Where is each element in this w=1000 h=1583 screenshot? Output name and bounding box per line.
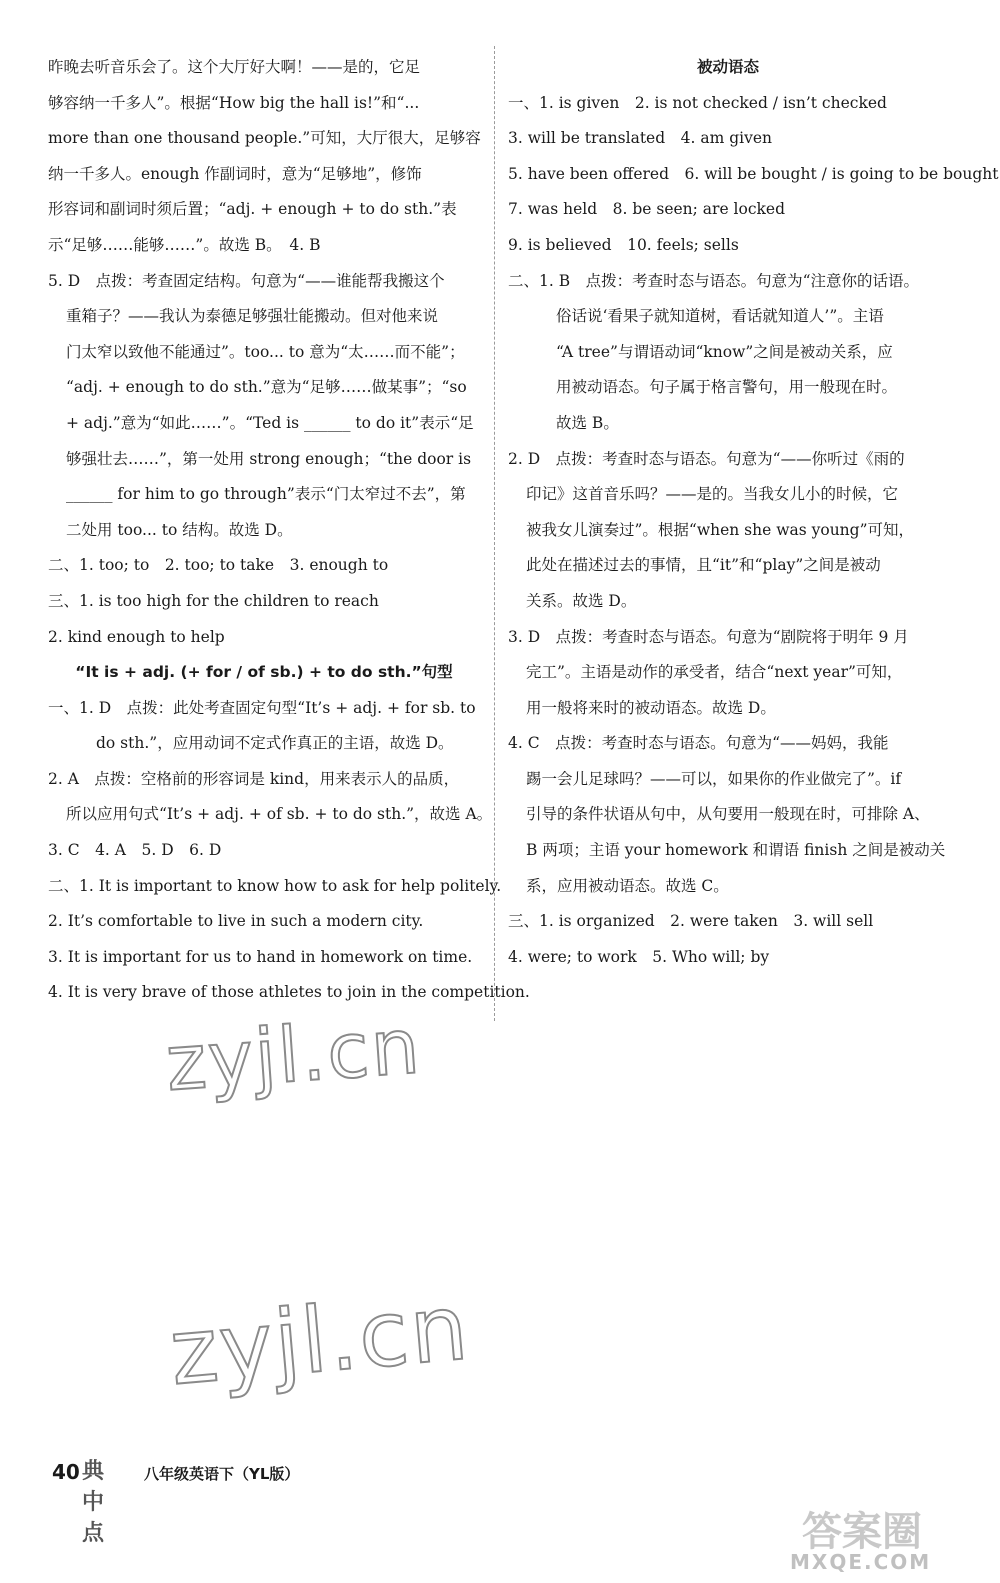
left-line-17: 2. kind enough to help xyxy=(48,627,225,646)
right-section-heading: 被动语态 xyxy=(696,58,759,76)
right-line-23: 系，应用被动语态。故选 C。 xyxy=(526,876,729,895)
left-line-8: 重箱子？——我认为泰德足够强壮能搬动。但对他来说 xyxy=(66,307,439,326)
right-line-13: 被我女儿演奏过”。根据“when she was young”可知， xyxy=(526,520,915,539)
right-line-20: 踢一会儿足球吗？——可以，如果你的作业做完了”。if xyxy=(526,769,902,788)
left-line-11: + adj.”意为“如此……”。“Ted is ______ to do it”表示“足 xyxy=(66,413,474,432)
left-line-19: do sth.”，应用动词不定式作真正的主语，故选 D。 xyxy=(96,734,454,753)
right-line-11: 2. D 点拨：考查时态与语态。句意为“——你听过《雨的 xyxy=(508,449,905,468)
right-line-3: 5. have been offered 6. will be bought / is going to be bought xyxy=(508,164,999,183)
left-line-13: ______ for him to go through”表示“门太窄过不去”，第 xyxy=(66,485,466,504)
left-line-25: 3. It is important for us to hand in homework on time. xyxy=(48,947,473,966)
left-line-9: 门太窄以致他不能通过”。too... to 意为“太……而不能”； xyxy=(66,342,465,361)
right-line-22: B 两项；主语 your homework 和谓语 finish 之间是被动关 xyxy=(526,841,946,860)
right-line-25: 4. were; to work 5. Who will; by xyxy=(508,947,770,966)
right-line-5: 9. is believed 10. feels; sells xyxy=(508,235,739,254)
book-title: 八年级英语下（YL版） xyxy=(144,1465,300,1483)
right-line-16: 3. D 点拨：考查时态与语态。句意为“剧院将于明年 9 月 xyxy=(508,627,909,646)
right-line-18: 用一般将来时的被动语态。故选 D。 xyxy=(526,698,776,717)
left-line-5: 形容词和副词时须后置；“adj. + enough + to do sth.”表 xyxy=(48,200,457,219)
column-divider xyxy=(494,46,495,1021)
right-line-4: 7. was held 8. be seen; are locked xyxy=(508,200,786,219)
brand-logo: 典中点 xyxy=(82,1459,103,1546)
right-line-1: 一、1. is given 2. is not checked / isn’t checked xyxy=(508,93,887,112)
right-line-17: 完工”。主语是动作的承受者，结合“next year”可知， xyxy=(526,663,903,682)
corner-logo-url: MXQE.COM xyxy=(790,1550,932,1574)
right-line-9: 用被动语态。句子属于格言警句，用一般现在时。 xyxy=(556,378,898,397)
left-line-12: 够强壮去……”，第一处用 strong enough；“the door is xyxy=(66,449,472,468)
right-column xyxy=(508,50,999,975)
left-line-6: 示“足够……能够……”。故选 B。 4. B xyxy=(48,235,321,254)
left-section-heading: “It is + adj. (+ for / of sb.) + to do sth.”句型 xyxy=(75,663,453,682)
left-line-16: 三、1. is too high for the children to reach xyxy=(48,591,379,610)
corner-logo xyxy=(790,1500,980,1580)
left-line-10: “adj. + enough to do sth.”意为“足够……做某事”；“so xyxy=(66,378,467,397)
left-line-26: 4. It is very brave of those athletes to join in the competition. xyxy=(48,983,530,1002)
left-line-15: 二、1. too; to 2. too; to take 3. enough to xyxy=(48,556,389,575)
right-line-7: 俗话说‘看果子就知道树，看话就知道人’”。主语 xyxy=(556,307,884,326)
right-line-12: 印记》这首音乐吗？——是的。当我女儿小的时候，它 xyxy=(526,485,899,504)
left-column xyxy=(48,50,530,1011)
corner-logo-mark: 答案圈 xyxy=(802,1509,922,1555)
left-line-23: 二、1. It is important to know how to ask for help politely. xyxy=(48,876,502,895)
left-line-1: 昨晚去听音乐会了。这个大厅好大啊！——是的，它足 xyxy=(48,58,421,76)
left-line-20: 2. A 点拨：空格前的形容词是 kind，用来表示人的品质， xyxy=(48,769,460,788)
watermark-top: zyjl.cn xyxy=(163,1001,425,1108)
left-line-21: 所以应用句式“It’s + adj. + of sb. + to do sth.”，故选 A。 xyxy=(66,805,493,824)
right-line-15: 关系。故选 D。 xyxy=(526,591,637,610)
right-line-10: 故选 B。 xyxy=(556,413,619,432)
left-line-14: 二处用 too... to 结构。故选 D。 xyxy=(66,520,293,539)
left-line-7: 5. D 点拨：考查固定结构。句意为“——谁能帮我搬这个 xyxy=(48,271,445,290)
right-line-2: 3. will be translated 4. am given xyxy=(508,129,773,148)
left-line-4: 纳一千多人。enough 作副词时，意为“足够地”，修饰 xyxy=(48,164,422,183)
left-line-2: 够容纳一千多人”。根据“How big the hall is!”和“... xyxy=(48,93,420,112)
left-line-22: 3. C 4. A 5. D 6. D xyxy=(48,841,222,860)
left-line-24: 2. It’s comfortable to live in such a modern city. xyxy=(48,912,424,931)
right-line-24: 三、1. is organized 2. were taken 3. will sell xyxy=(508,912,874,931)
right-line-8: “A tree”与谓语动词“know”之间是被动关系，应 xyxy=(556,342,893,361)
left-line-18: 一、1. D 点拨：此处考查固定句型“It’s + adj. + for sb. to xyxy=(48,698,476,717)
watermark-bottom: zyjl.cn xyxy=(165,1275,474,1406)
page-number: 40 xyxy=(52,1460,80,1484)
right-line-19: 4. C 点拨：考查时态与语态。句意为“——妈妈，我能 xyxy=(508,734,889,753)
right-line-14: 此处在描述过去的事情，且“it”和“play”之间是被动 xyxy=(526,556,881,575)
right-line-21: 引导的条件状语从句中，从句要用一般现在时，可排除 A、 xyxy=(526,805,930,824)
right-line-6: 二、1. B 点拨：考查时态与语态。句意为“注意你的话语。 xyxy=(508,271,920,290)
left-line-3: more than one thousand people.”可知，大厅很大，足够容 xyxy=(48,129,481,148)
